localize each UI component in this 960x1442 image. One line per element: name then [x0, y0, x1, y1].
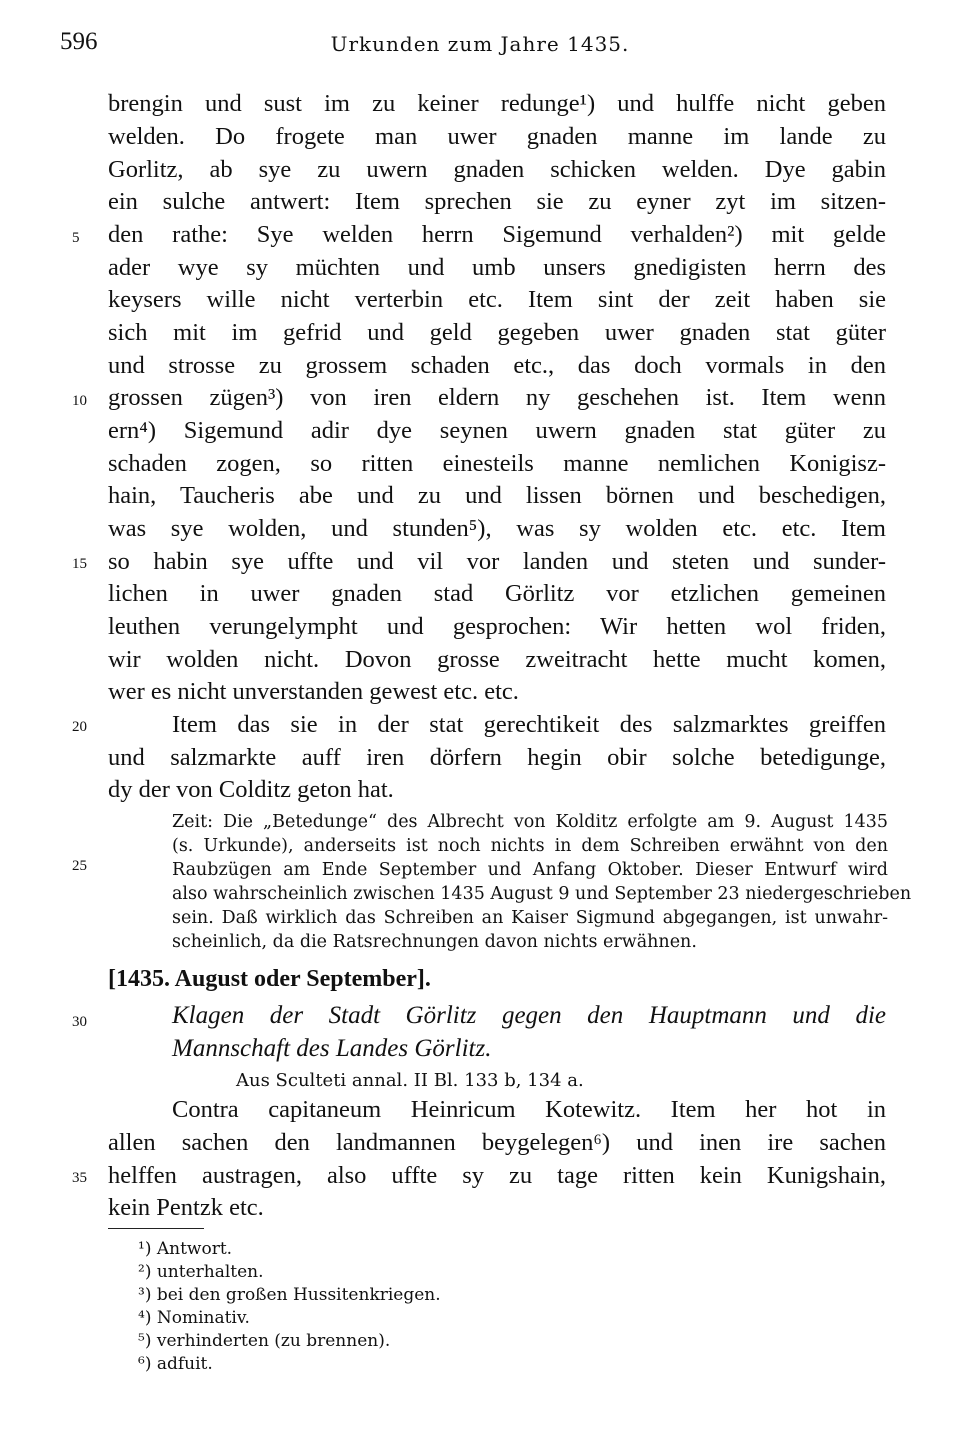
- body-line: wir wolden nicht. Dovon grosse zweitracht hette mucht komen,: [108, 646, 886, 673]
- body-line: und salzmarkte auff iren dörfern hegin obir solche betedigunge,: [108, 744, 886, 771]
- section-title-line: Klagen der Stadt Görlitz gegen den Hauptmann und die: [172, 1002, 886, 1029]
- footnote-divider: [108, 1228, 204, 1229]
- source-citation: Aus Sculteti annal. II Bl. 133 b, 134 a.: [236, 1070, 584, 1091]
- note-line: sein. Daß wirklich das Schreiben an Kaiser Sigmund abgegangen, ist unwahr-: [172, 908, 888, 928]
- line-number: 35: [72, 1170, 87, 1186]
- section-line: helffen austragen, also uffte sy zu tage ritten kein Kunigshain,: [108, 1162, 886, 1189]
- section-line: allen sachen den landmannen beygelegen⁶) und inen ire sachen: [108, 1129, 886, 1156]
- body-line: Gorlitz, ab sye zu uwern gnaden schicken welden. Dye gabin: [108, 156, 886, 183]
- body-line: ern⁴) Sigemund adir dye seynen uwern gnaden stat güter zu: [108, 417, 886, 444]
- body-line: sich mit im gefrid und geld gegeben uwer gnaden stat güter: [108, 319, 886, 346]
- section-heading: [1435. August oder September].: [108, 966, 431, 992]
- body-line: wer es nicht unverstanden gewest etc. etc.: [108, 678, 519, 705]
- footnote: ²) unterhalten.: [138, 1262, 264, 1282]
- section-line: kein Pentzk etc.: [108, 1194, 264, 1221]
- note-line: Zeit: Die „Betedunge“ des Albrecht von Kolditz erfolgte am 9. August 1435: [172, 812, 888, 832]
- body-line: ein sulche antwert: Item sprechen sie zu eyner zyt im sitzen-: [108, 188, 886, 215]
- body-line: ader wye sy müchten und umb unsers gnedigisten herrn des: [108, 254, 886, 281]
- line-number: 15: [72, 556, 87, 572]
- line-number: 10: [72, 393, 87, 409]
- body-line: und strosse zu grossem schaden etc., das doch vormals in den: [108, 352, 886, 379]
- note-line: scheinlich, da die Ratsrechnungen davon nichts erwähnen.: [172, 932, 697, 952]
- note-line: (s. Urkunde), anderseits ist noch nichts in dem Schreiben erwähnt von den: [172, 836, 888, 856]
- running-title: Urkunden zum Jahre 1435.: [330, 32, 630, 56]
- body-line: so habin sye uffte und vil vor landen und steten und sunder-: [108, 548, 886, 575]
- section-line: Contra capitaneum Heinricum Kotewitz. Item her hot in: [172, 1096, 886, 1123]
- body-line: den rathe: Sye welden herrn Sigemund verhalden²) mit gelde: [108, 221, 886, 248]
- body-line: keysers wille nicht verterbin etc. Item sint der zeit haben sie: [108, 286, 886, 313]
- section-title-line: Mannschaft des Landes Görlitz.: [172, 1035, 492, 1062]
- body-line: lichen in uwer gnaden stad Görlitz vor etzlichen gemeinen: [108, 580, 886, 607]
- body-line: brengin und sust im zu keiner redunge¹) und hulffe nicht geben: [108, 90, 886, 117]
- note-line: also wahrscheinlich zwischen 1435 August 9 und September 23 niedergeschrieben: [172, 884, 912, 904]
- line-number: 20: [72, 719, 87, 735]
- body-line: welden. Do frogete man uwer gnaden manne im lande zu: [108, 123, 886, 150]
- footnote: ³) bei den großen Hussitenkriegen.: [138, 1285, 441, 1305]
- line-number: 5: [72, 230, 80, 246]
- footnote: ⁶) adfuit.: [138, 1354, 213, 1374]
- body-line: schaden zogen, so ritten einesteils manne nemlichen Konigisz-: [108, 450, 886, 477]
- note-line: Raubzügen am Ende September und Anfang Oktober. Dieser Entwurf wird: [172, 860, 888, 880]
- line-number: 30: [72, 1014, 87, 1030]
- page-number: 596: [60, 28, 98, 55]
- footnote: ⁵) verhinderten (zu brennen).: [138, 1331, 391, 1351]
- body-line: leuthen verungelympht und gesprochen: Wir hetten wol friden,: [108, 613, 886, 640]
- body-line: dy der von Colditz geton hat.: [108, 776, 394, 803]
- body-line: Item das sie in der stat gerechtikeit des salzmarktes greiffen: [172, 711, 886, 738]
- footnote: ¹) Antwort.: [138, 1239, 233, 1259]
- body-line: grossen zügen³) von iren eldern ny geschehen ist. Item wenn: [108, 384, 886, 411]
- footnote: ⁴) Nominativ.: [138, 1308, 250, 1328]
- page-header: [0, 28, 960, 68]
- body-line: hain, Taucheris abe und zu und lissen börnen und beschedigen,: [108, 482, 886, 509]
- line-number: 25: [72, 858, 87, 874]
- body-line: was sye wolden, und stunden⁵), was sy wolden etc. etc. Item: [108, 515, 886, 542]
